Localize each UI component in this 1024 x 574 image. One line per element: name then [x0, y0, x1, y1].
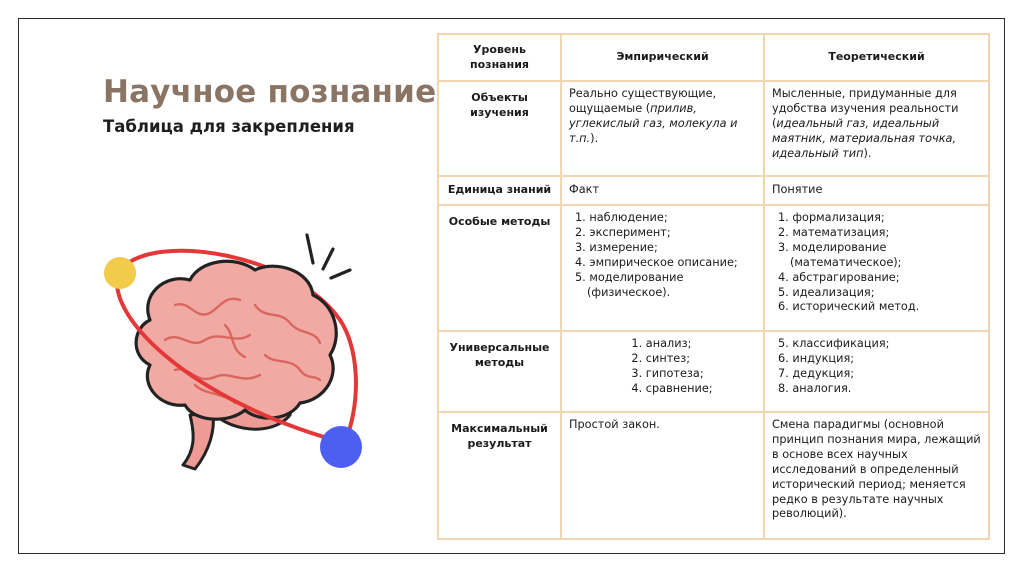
table-row-special-methods: [438, 205, 989, 331]
page-subtitle: Таблица для закрепления: [103, 117, 355, 136]
list-item: (физическое).: [587, 285, 671, 299]
row-label-unit: Единица знаний: [438, 176, 561, 205]
cell-special-empirical: [561, 205, 764, 331]
objects-empirical-tail: ).: [590, 131, 599, 145]
cell-unit-theoretical: Понятие: [764, 176, 989, 205]
list-item: (математическое);: [790, 255, 902, 269]
list-item: 4. эмпирическое описание;: [575, 255, 738, 269]
list-item: 1. наблюдение;: [575, 211, 668, 224]
header-empirical: Эмпирический: [561, 34, 764, 81]
list-item: 7. дедукция;: [778, 366, 855, 380]
cell-universal-theoretical: [764, 331, 989, 412]
list-item: 5. моделирование: [575, 270, 684, 284]
header-level: Уровень познания: [438, 34, 561, 81]
list-item: 2. эксперимент;: [575, 225, 671, 239]
table-row-objects: [438, 81, 989, 176]
knowledge-table: [437, 33, 990, 540]
list-item: 1. формализация;: [778, 211, 885, 224]
row-label-special: Особые методы: [438, 205, 561, 331]
cell-objects-empirical: [561, 81, 764, 176]
table-row-header: [438, 34, 989, 81]
cell-unit-empirical: Факт: [561, 176, 764, 205]
row-label-universal: Универсальные методы: [438, 331, 561, 412]
cell-objects-theoretical: [764, 81, 989, 176]
objects-theoretical-tail: ).: [863, 146, 872, 160]
objects-theoretical-examples: идеальный газ, идеальный маятник, материальная точка, идеальный тип: [772, 116, 957, 160]
list-item: 4. сравнение;: [631, 381, 713, 395]
cell-special-theoretical: [764, 205, 989, 331]
row-label-objects: Объекты изучения: [438, 81, 561, 176]
objects-theoretical-text: Мысленные, придуманные для удобства изучения реальности (: [772, 87, 959, 130]
objects-empirical-text: Реально существующие, ощущаемые (: [569, 87, 717, 115]
list-item: 8. аналогия.: [778, 381, 852, 395]
list-item: 2. математизация;: [778, 225, 890, 239]
list-item: 6. индукция;: [778, 351, 855, 365]
table-row-universal-methods: [438, 331, 989, 412]
list-item: 5. классификация;: [778, 337, 890, 350]
cell-universal-empirical: [561, 331, 764, 412]
brain-orbit-icon: [95, 225, 375, 485]
table-row-unit: [438, 176, 989, 205]
cell-result-theoretical: Смена парадигмы (основной принцип познания мира, лежащий в основе всех научных исследований в определенный исторический период; меняется редко в результате научных революций).: [764, 412, 989, 539]
list-item: 3. измерение;: [575, 240, 658, 254]
cell-result-empirical: Простой закон.: [561, 412, 764, 539]
list-item: 4. абстрагирование;: [778, 270, 900, 284]
list-item: 2. синтез;: [631, 351, 691, 365]
page-title: Научное познание: [103, 74, 437, 110]
table-row-result: [438, 412, 989, 539]
list-item: 1. анализ;: [631, 337, 692, 350]
list-item: 3. гипотеза;: [631, 366, 704, 380]
list-item: 6. исторический метод.: [778, 300, 920, 314]
header-theoretical: Теоретический: [764, 34, 989, 81]
row-label-result: Максимальный результат: [438, 412, 561, 539]
list-item: 3. моделирование: [778, 240, 887, 254]
objects-empirical-examples: прилив, углекислый газ, молекула и т.п.: [569, 101, 738, 145]
list-item: 5. идеализация;: [778, 285, 875, 299]
